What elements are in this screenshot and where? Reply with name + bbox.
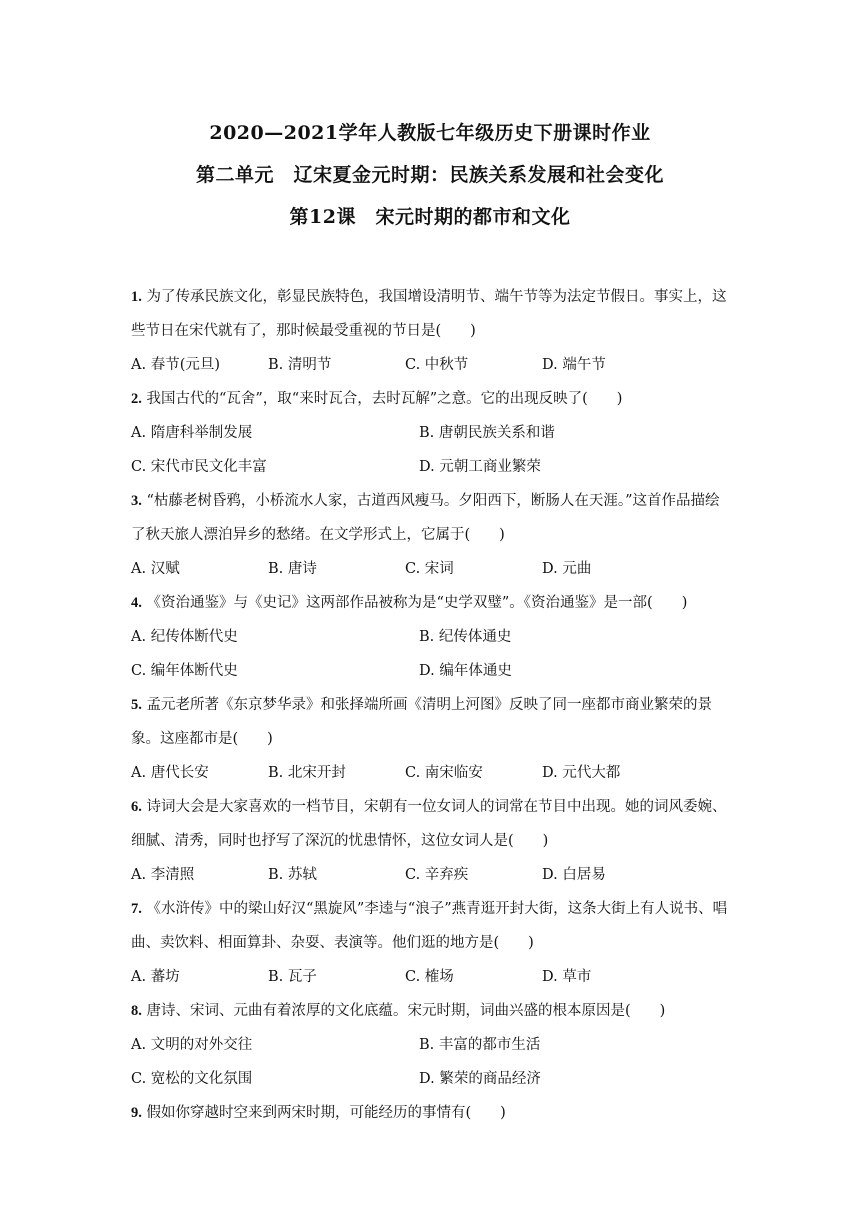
lesson-title: 第12课 宋元时期的都市和文化 bbox=[289, 206, 571, 228]
option-d[interactable]: D. 繁荣的商品经济 bbox=[419, 1071, 541, 1087]
option-c[interactable]: C. 榷场 bbox=[405, 969, 454, 985]
question-1 bbox=[131, 280, 733, 382]
option-b[interactable]: B. 清明节 bbox=[268, 357, 332, 373]
question-5 bbox=[131, 688, 733, 790]
option-b[interactable]: B. 瓦子 bbox=[268, 969, 317, 985]
worksheet-title: 2020—2021学年人教版七年级历史下册课时作业 bbox=[209, 122, 651, 144]
option-c[interactable]: C. 宋代市民文化丰富 bbox=[131, 459, 267, 475]
question-number: 3. bbox=[131, 493, 142, 509]
option-d[interactable]: D. 白居易 bbox=[542, 867, 606, 883]
options-row bbox=[131, 960, 733, 994]
option-c[interactable]: C. 辛弃疾 bbox=[405, 867, 469, 883]
options-row bbox=[131, 416, 733, 450]
option-c[interactable]: C. 中秋节 bbox=[405, 357, 469, 373]
question-number: 4. bbox=[131, 595, 142, 611]
question-9 bbox=[131, 1096, 733, 1130]
question-stem: 假如你穿越时空来到两宋时期，可能经历的事情有( ) bbox=[146, 1105, 506, 1121]
unit-title: 第二单元 辽宋夏金元时期：民族关系发展和社会变化 bbox=[195, 164, 664, 186]
question-2 bbox=[131, 382, 733, 484]
option-d[interactable]: D. 元曲 bbox=[542, 561, 592, 577]
option-b[interactable]: B. 纪传体通史 bbox=[419, 629, 512, 645]
question-8 bbox=[131, 994, 733, 1096]
question-number: 7. bbox=[131, 901, 142, 917]
option-a[interactable]: A. 春节(元旦) bbox=[131, 357, 221, 373]
option-a[interactable]: A. 纪传体断代史 bbox=[131, 629, 238, 645]
options-row bbox=[131, 858, 733, 892]
option-c[interactable]: C. 宋词 bbox=[405, 561, 454, 577]
option-b[interactable]: B. 丰富的都市生活 bbox=[419, 1037, 541, 1053]
question-number: 1. bbox=[131, 289, 142, 305]
option-b[interactable]: B. 唐朝民族关系和谐 bbox=[419, 425, 555, 441]
question-list bbox=[131, 280, 733, 1130]
question-6 bbox=[131, 790, 733, 892]
question-number: 6. bbox=[131, 799, 142, 815]
option-c[interactable]: C. 编年体断代史 bbox=[131, 663, 238, 679]
option-a[interactable]: A. 李清照 bbox=[131, 867, 195, 883]
options-row bbox=[131, 1028, 733, 1062]
option-d[interactable]: D. 草市 bbox=[542, 969, 592, 985]
option-d[interactable]: D. 元代大都 bbox=[542, 765, 621, 781]
options-row bbox=[131, 756, 733, 790]
options-row bbox=[131, 1062, 733, 1096]
option-a[interactable]: A. 隋唐科举制发展 bbox=[131, 425, 253, 441]
question-stem: 《水浒传》中的梁山好汉“黑旋风”李逵与“浪子”燕青逛开封大街，这条大街上有人说书、唱曲、卖饮料、相面算卦、杂耍、表演等。他们逛的地方是( ) bbox=[131, 901, 728, 951]
option-c[interactable]: C. 南宋临安 bbox=[405, 765, 483, 781]
question-3 bbox=[131, 484, 733, 586]
question-stem: 诗词大会是大家喜欢的一档节目，宋朝有一位女词人的词常在节目中出现。她的词风委婉、细腻、清秀，同时也抒写了深沉的忧患情怀，这位女词人是( ) bbox=[131, 799, 727, 849]
question-stem: 我国古代的“瓦舍”，取“来时瓦合，去时瓦解”之意。它的出现反映了( ) bbox=[146, 391, 623, 407]
options-row bbox=[131, 654, 733, 688]
options-row bbox=[131, 348, 733, 382]
question-stem: 《资治通鉴》与《史记》这两部作品被称为是“史学双璧”。《资治通鉴》是一部( ) bbox=[146, 595, 688, 611]
question-stem: “枯藤老树昏鸦，小桥流水人家，古道西风瘦马。夕阳西下，断肠人在天涯。”这首作品描绘了秋天旅人漂泊异乡的愁绪。在文学形式上，它属于( ) bbox=[131, 493, 720, 543]
question-number: 9. bbox=[131, 1105, 142, 1121]
question-7 bbox=[131, 892, 733, 994]
question-4 bbox=[131, 586, 733, 688]
question-stem: 唐诗、宋词、元曲有着浓厚的文化底蕴。宋元时期，词曲兴盛的根本原因是( ) bbox=[146, 1003, 666, 1019]
option-b[interactable]: B. 北宋开封 bbox=[268, 765, 346, 781]
question-stem: 孟元老所著《东京梦华录》和张择端所画《清明上河图》反映了同一座都市商业繁荣的景象。这座都市是( ) bbox=[131, 697, 712, 747]
question-number: 2. bbox=[131, 391, 142, 407]
options-row bbox=[131, 620, 733, 654]
option-d[interactable]: D. 端午节 bbox=[542, 357, 606, 373]
option-a[interactable]: A. 汉赋 bbox=[131, 561, 180, 577]
question-number: 8. bbox=[131, 1003, 142, 1019]
option-b[interactable]: B. 苏轼 bbox=[268, 867, 317, 883]
option-a[interactable]: A. 唐代长安 bbox=[131, 765, 209, 781]
question-number: 5. bbox=[131, 697, 142, 713]
title-block bbox=[0, 112, 860, 238]
option-a[interactable]: A. 文明的对外交往 bbox=[131, 1037, 253, 1053]
option-d[interactable]: D. 编年体通史 bbox=[419, 663, 512, 679]
option-c[interactable]: C. 宽松的文化氛围 bbox=[131, 1071, 253, 1087]
question-stem: 为了传承民族文化，彰显民族特色，我国增设清明节、端午节等为法定节假日。事实上，这些节日在宋代就有了，那时候最受重视的节日是( ) bbox=[131, 289, 727, 339]
options-row bbox=[131, 450, 733, 484]
option-a[interactable]: A. 蕃坊 bbox=[131, 969, 180, 985]
options-row bbox=[131, 552, 733, 586]
option-b[interactable]: B. 唐诗 bbox=[268, 561, 317, 577]
option-d[interactable]: D. 元朝工商业繁荣 bbox=[419, 459, 541, 475]
